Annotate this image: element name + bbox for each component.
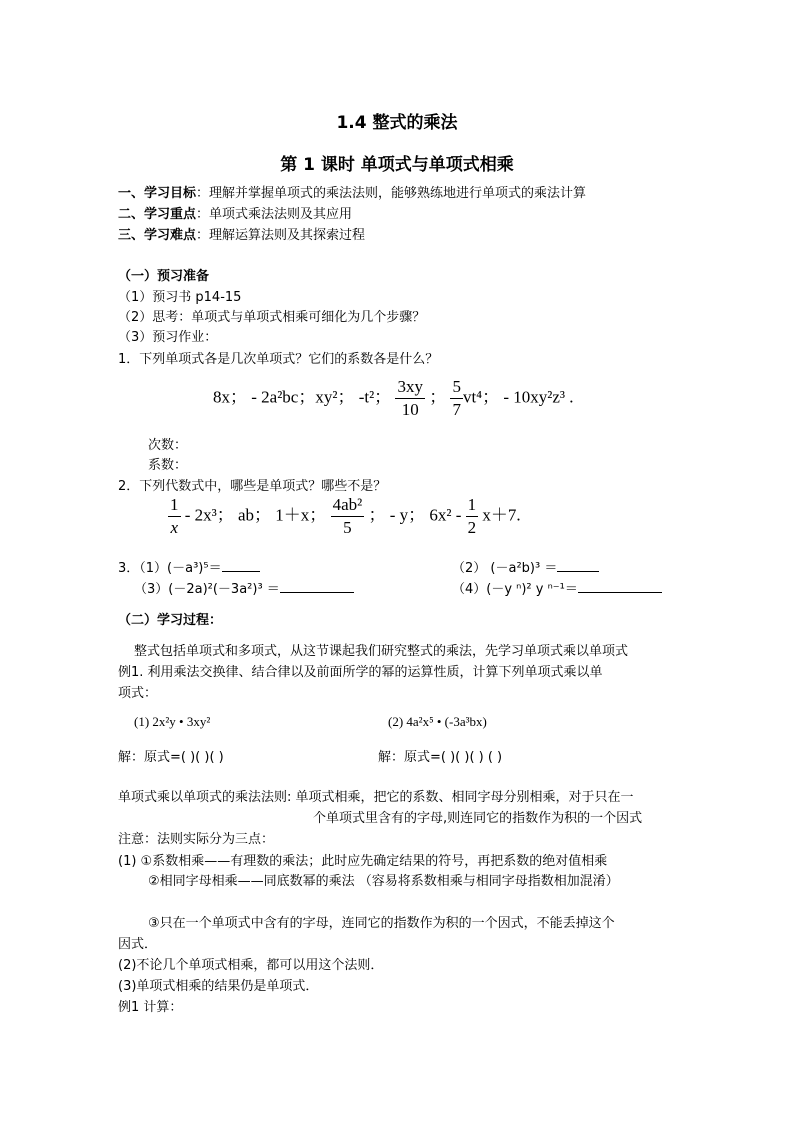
note-5: (3)单项式相乘的结果仍是单项式．: [118, 979, 319, 994]
prep-item-3: （3）预习作业：: [118, 330, 218, 345]
note-1: (1) ①系数相乘——有理数的乘法；此时应先确定结果的符号，再把系数的绝对值相乘: [118, 854, 608, 869]
fraction-5-7: $\frac{5}{7}$: [452, 377, 461, 419]
question-1: 1．下列单项式各是几次单项式？它们的系数各是什么？: [118, 352, 439, 367]
example-1-expr-2: (2) 4a²x⁵ • (-3a³bx): [388, 714, 487, 729]
page-subtitle: 第 1 课时 单项式与单项式相乘: [280, 155, 514, 175]
note-2: ②相同字母相乘——同底数幂的乘法 （容易将系数相乘与相同字母指数相加混淆）: [148, 874, 619, 889]
q1-expressions: 8x； - 2a²bc；xy²； -t²； $\frac{3xy}{10}$ ； $\frac{5}{7}$ vt⁴； - 10xy²z³ .: [213, 377, 574, 419]
note-3b: 因式．: [118, 937, 158, 952]
rule-line-1: 单项式乘以单项式的乘法法则: 单项式相乘，把它的系数、相同字母分别相乘，对于只在一: [118, 790, 634, 805]
solution-1: 解：原式=( )( )( ): [118, 750, 224, 765]
fraction-4ab2-5: $\frac{\text{4ab²}}{5}$: [332, 495, 363, 537]
intro-line-1: 整式包括单项式和多项式，从这节课起我们研究整式的乘法，先学习单项式乘以单项式: [134, 644, 629, 659]
q3-part-2: （2） (－a²b)³ ＝: [452, 557, 599, 576]
note-3a: ③只在一个单项式中含有的字母，连同它的指数作为积的一个因式，不能丢掉这个: [148, 916, 615, 931]
q3-part-3: （3）(－2a)²(－3a²)³ ＝: [134, 578, 354, 597]
label-degree: 次数：: [148, 438, 188, 453]
intro-line-2: 例1. 利用乘法交换律、结合律以及前面所学的幂的运算性质，计算下列单项式乘以单: [118, 665, 603, 680]
fraction-1-x: $\frac{1}{x}$: [170, 495, 179, 537]
question-2: 2．下列代数式中，哪些是单项式？哪些不是？: [118, 479, 387, 494]
fraction-3xy-10: $\frac{3xy}{10}$: [397, 377, 423, 419]
prep-heading: （一）预习准备: [118, 269, 210, 284]
page-title: 1.4 整式的乘法: [336, 113, 458, 133]
goal-3: 三、学习难点：理解运算法则及其探索过程: [118, 228, 366, 243]
example-heading: 例1 计算：: [118, 1000, 183, 1015]
intro-line-3: 项式：: [118, 686, 158, 701]
goal-1: 一、学习目标：理解并掌握单项式的乘法法则，能够熟练地进行单项式的乘法计算: [118, 186, 587, 201]
q3-part-1: 3．（1）(－a³)⁵＝: [118, 557, 260, 576]
q2-expressions: $\frac{1}{x}$ - 2x³； ab； 1＋x； $\frac{\text{4ab²}}{5}$ ； - y； 6x² - $\frac{1}{2}$ x＋7.: [170, 495, 521, 537]
label-coefficient: 系数：: [148, 458, 188, 473]
prep-item-1: （1）预习书 p14-15: [118, 290, 242, 305]
fraction-1-2: $\frac{1}{2}$: [467, 495, 477, 537]
example-1-expr-1: (1) 2x²y • 3xy²: [134, 714, 211, 729]
q3-part-4: （4）(－y ⁿ)² y ⁿ⁻¹＝: [452, 578, 662, 597]
note-4: (2)不论几个单项式相乘，都可以用这个法则．: [118, 958, 384, 973]
goal-2: 二、学习重点：单项式乘法法则及其应用: [118, 207, 353, 222]
rule-line-2: 个单项式里含有的字母,则连同它的指数作为积的一个因式: [313, 811, 643, 826]
solution-2: 解：原式=( )( )( ) ( ): [378, 750, 503, 765]
process-heading: （二）学习过程：: [118, 613, 223, 628]
note-heading: 注意：法则实际分为三点：: [118, 832, 275, 847]
prep-item-2: （2）思考：单项式与单项式相乘可细化为几个步骤？: [118, 310, 426, 325]
